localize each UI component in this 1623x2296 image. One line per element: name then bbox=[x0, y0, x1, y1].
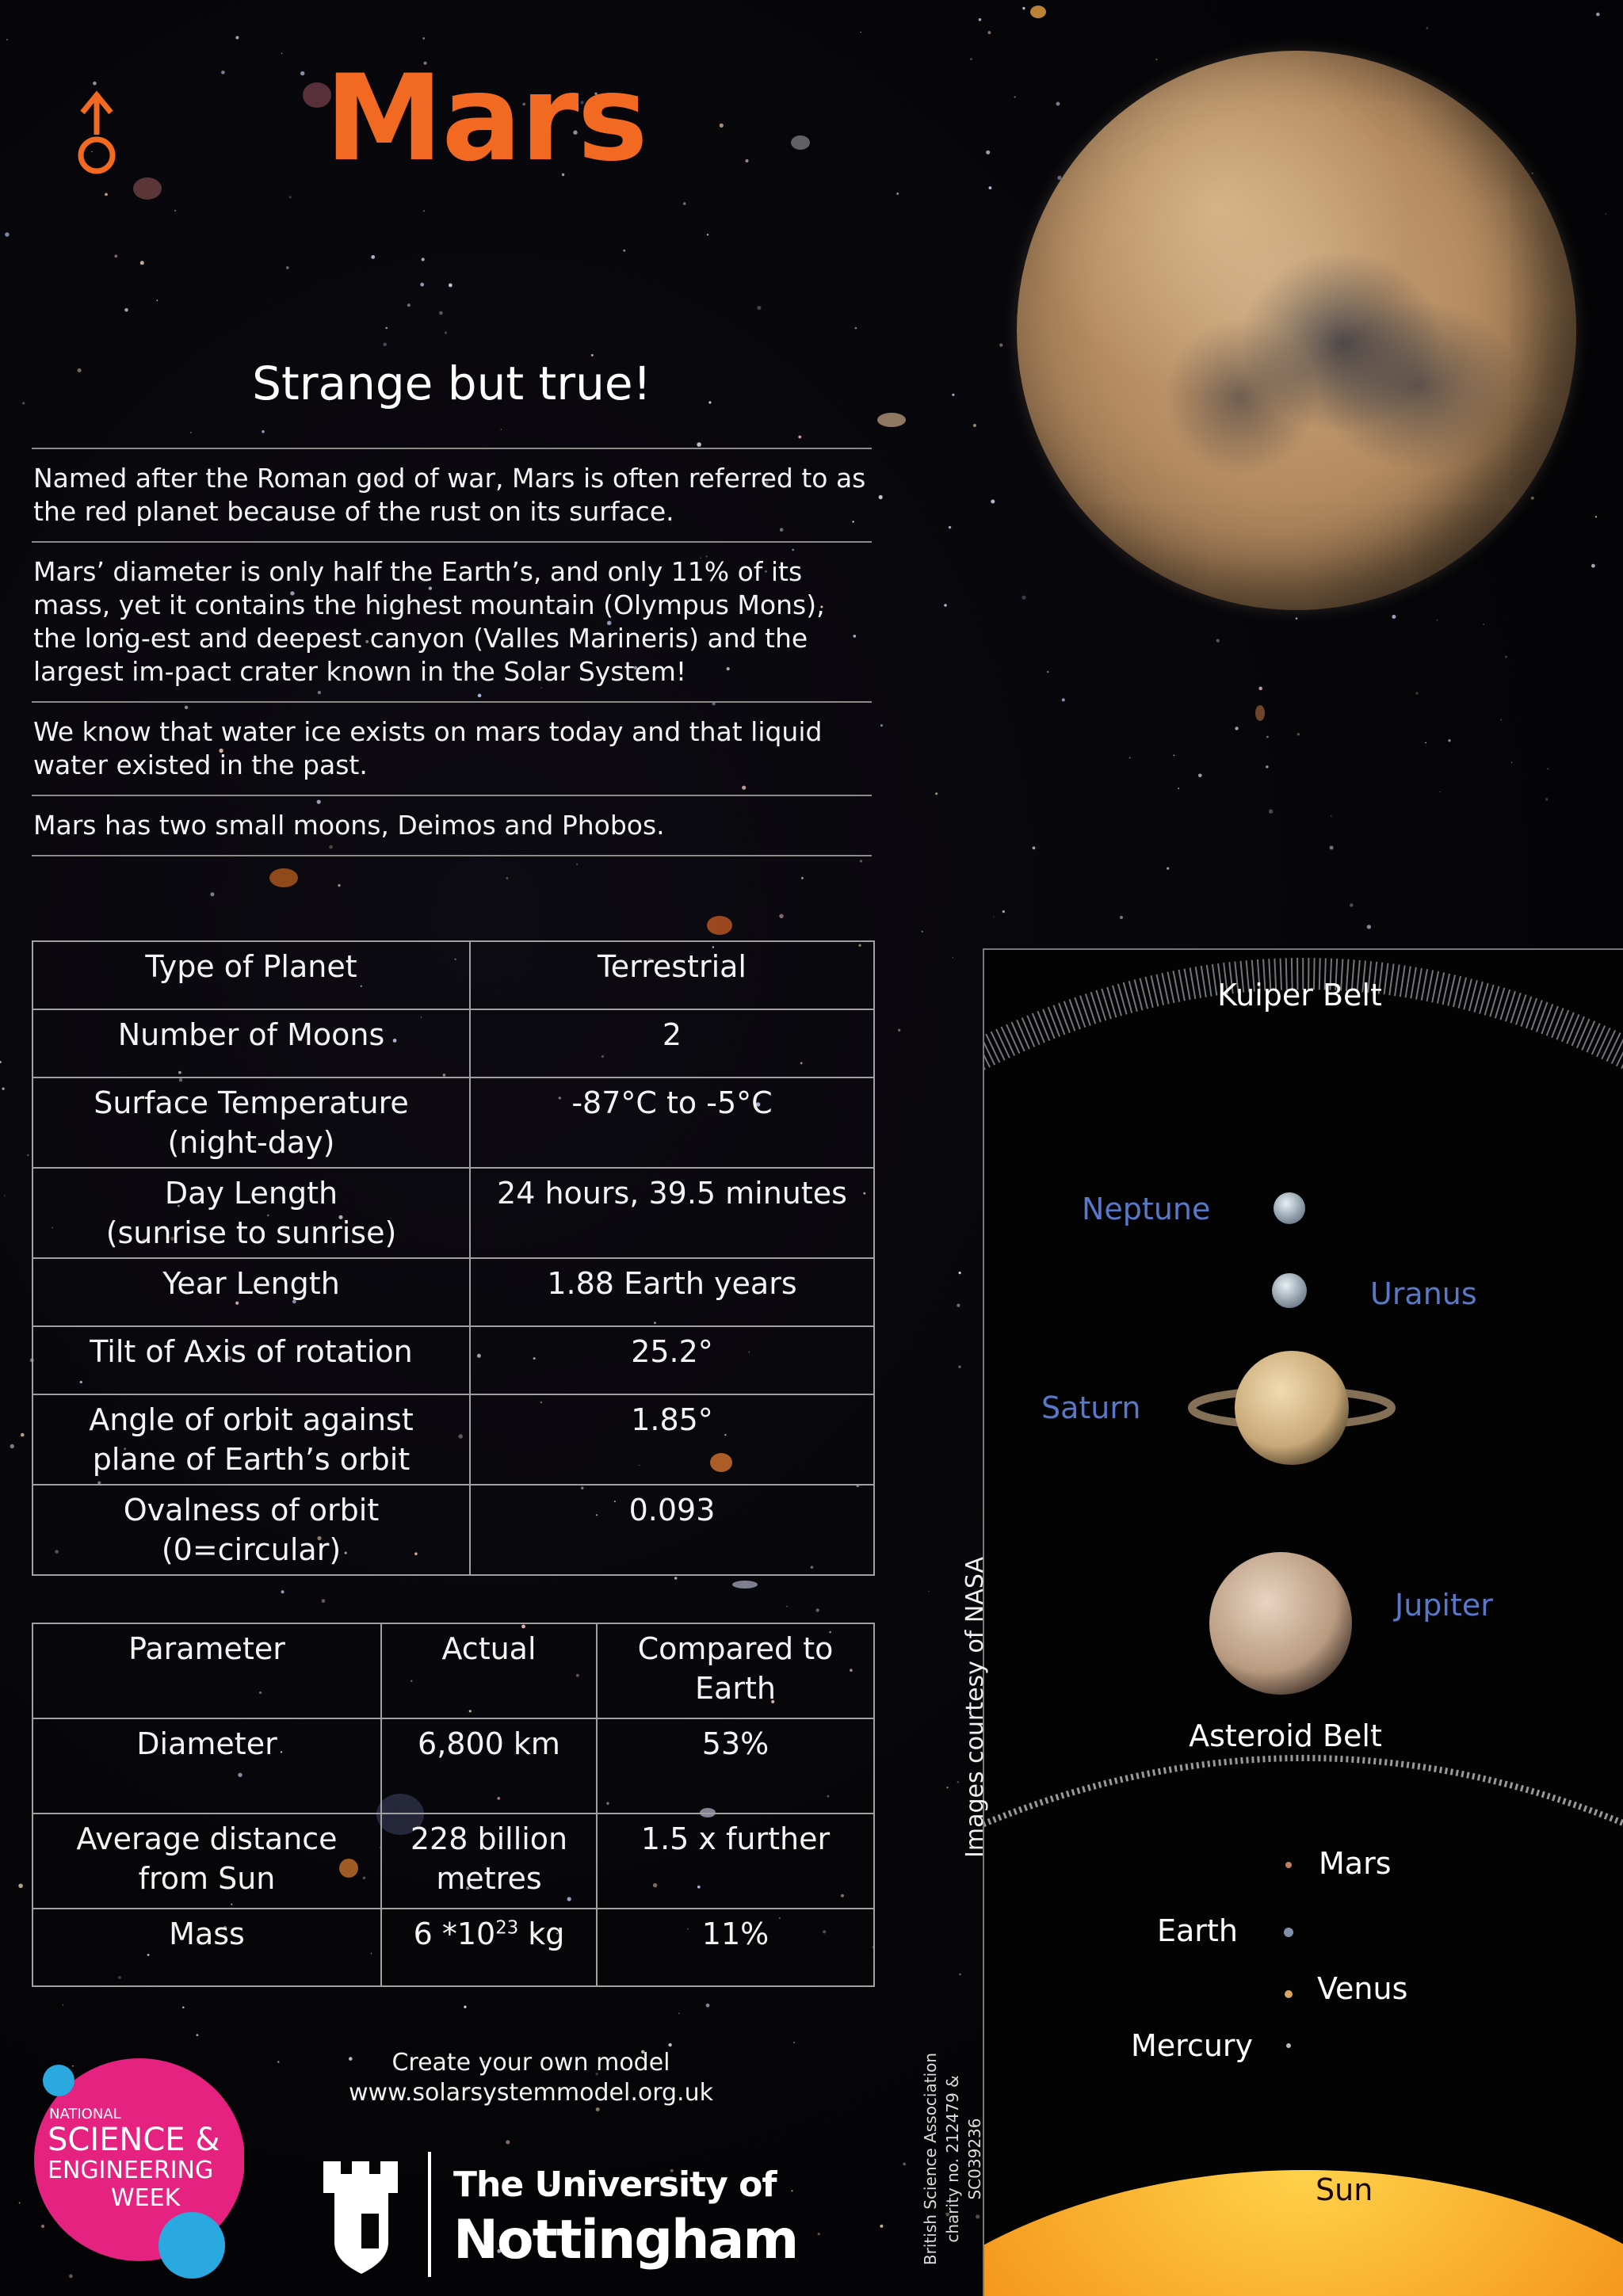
star bbox=[999, 343, 1002, 346]
star bbox=[1606, 213, 1607, 215]
star bbox=[1591, 564, 1595, 568]
star bbox=[1167, 868, 1169, 870]
star bbox=[423, 210, 425, 212]
star bbox=[683, 202, 686, 205]
star bbox=[1595, 516, 1597, 517]
solar-system-diagram bbox=[984, 950, 1623, 2296]
parameter-cell: Average distance from Sun bbox=[32, 1814, 381, 1909]
star bbox=[1062, 698, 1065, 701]
compared-cell: 11% bbox=[597, 1909, 874, 1986]
property-value: 24 hours, 39.5 minutes bbox=[470, 1168, 874, 1258]
sew-logo-line1: NATIONAL bbox=[49, 2106, 121, 2122]
parameter-cell: Diameter bbox=[32, 1718, 381, 1814]
star bbox=[174, 210, 176, 212]
property-label: Surface Temperature (night-day) bbox=[32, 1077, 470, 1168]
website-link[interactable]: www.solarsystemmodel.org.uk bbox=[349, 2079, 713, 2107]
star bbox=[1439, 791, 1440, 792]
star bbox=[114, 254, 117, 257]
star bbox=[801, 877, 804, 879]
star bbox=[286, 266, 289, 269]
property-value: 1.85° bbox=[470, 1394, 874, 1485]
venus-planet-dot bbox=[1285, 1990, 1293, 1998]
star bbox=[944, 604, 947, 607]
star bbox=[10, 1444, 14, 1448]
asteroid-belt-label: Asteroid Belt bbox=[1189, 1718, 1382, 1753]
call-to-action bbox=[317, 2048, 745, 2108]
science-engineering-week-logo bbox=[30, 2049, 244, 2286]
table-row bbox=[32, 1394, 874, 1485]
star bbox=[674, 1577, 678, 1580]
star bbox=[989, 186, 992, 189]
table-row bbox=[32, 1077, 874, 1168]
fact-moons: Mars has two small moons, Deimos and Phobos. bbox=[32, 795, 872, 856]
mercury-planet-dot bbox=[1286, 2043, 1291, 2048]
star bbox=[93, 82, 97, 86]
table-row bbox=[32, 1909, 874, 1986]
star bbox=[787, 1606, 788, 1607]
fact-list bbox=[32, 448, 872, 856]
star bbox=[1531, 497, 1534, 500]
star bbox=[407, 303, 411, 307]
star bbox=[707, 234, 708, 235]
star bbox=[1545, 798, 1548, 800]
star bbox=[156, 299, 158, 301]
table-row bbox=[32, 1485, 874, 1575]
star bbox=[506, 2140, 510, 2144]
star bbox=[668, 2043, 671, 2046]
star bbox=[19, 2203, 21, 2204]
star bbox=[105, 193, 108, 196]
star bbox=[928, 1591, 930, 1592]
star bbox=[1367, 925, 1371, 929]
star bbox=[1297, 733, 1300, 735]
star bbox=[420, 283, 424, 287]
star bbox=[1596, 13, 1600, 17]
star bbox=[439, 311, 443, 315]
property-label: Day Length (sunrise to sunrise) bbox=[32, 1168, 470, 1258]
star bbox=[1129, 757, 1131, 759]
star bbox=[757, 306, 761, 310]
star bbox=[1392, 615, 1396, 619]
property-label: Angle of orbit against plane of Earth’s orbit bbox=[32, 1394, 470, 1485]
star bbox=[979, 18, 982, 21]
star bbox=[281, 1590, 285, 1593]
neptune-label: Neptune bbox=[1082, 1192, 1211, 1226]
table-row bbox=[32, 1258, 874, 1326]
star bbox=[935, 792, 938, 795]
column-header-actual: Actual bbox=[381, 1623, 597, 1718]
star bbox=[1216, 639, 1220, 643]
star bbox=[1056, 102, 1060, 106]
star bbox=[792, 2190, 793, 2191]
star bbox=[779, 914, 783, 918]
star bbox=[322, 1599, 326, 1603]
charity-line-3: SC039236 bbox=[965, 2118, 984, 2200]
jupiter-planet bbox=[1209, 1552, 1352, 1695]
star bbox=[959, 1272, 961, 1274]
table-row bbox=[32, 1168, 874, 1258]
star bbox=[262, 430, 265, 433]
star bbox=[1266, 765, 1268, 768]
charity-line-1: British Science Association bbox=[921, 2052, 940, 2266]
star bbox=[1022, 7, 1025, 10]
solar-system-panel bbox=[983, 948, 1623, 2296]
mars-symbol-icon bbox=[71, 86, 127, 181]
property-value: 25.2° bbox=[470, 1326, 874, 1394]
star bbox=[1002, 910, 1005, 913]
star bbox=[371, 255, 375, 259]
property-value: 2 bbox=[470, 1009, 874, 1077]
neptune-planet bbox=[1274, 1192, 1305, 1224]
star bbox=[124, 308, 128, 312]
star bbox=[880, 724, 883, 727]
star bbox=[277, 2061, 279, 2062]
star bbox=[860, 860, 862, 862]
column-header-parameter: Parameter bbox=[32, 1623, 381, 1718]
star bbox=[21, 1433, 25, 1437]
star bbox=[1235, 727, 1238, 730]
star bbox=[383, 343, 387, 347]
star bbox=[922, 931, 923, 933]
property-value: 0.093 bbox=[470, 1485, 874, 1575]
star bbox=[422, 37, 425, 40]
star bbox=[6, 39, 8, 40]
sew-logo-line4: WEEK bbox=[111, 2184, 181, 2212]
table-row bbox=[32, 1326, 874, 1394]
star bbox=[970, 58, 972, 60]
star bbox=[182, 2006, 185, 2008]
planet-properties-table bbox=[32, 940, 875, 1576]
kuiper-belt-label: Kuiper Belt bbox=[1217, 978, 1382, 1013]
star bbox=[18, 1884, 23, 1889]
asteroid-belt-arc bbox=[984, 1758, 1623, 1837]
star bbox=[706, 2004, 710, 2008]
star bbox=[576, 864, 578, 865]
sew-logo-line2: SCIENCE & bbox=[48, 2122, 220, 2158]
star bbox=[987, 31, 991, 34]
star bbox=[957, 1304, 960, 1307]
star bbox=[2, 1088, 4, 1090]
star bbox=[501, 429, 502, 430]
star bbox=[1258, 687, 1262, 691]
fact-water: We know that water ice exists on mars today and that liquid water existed in the past. bbox=[32, 701, 872, 795]
star bbox=[5, 232, 10, 237]
mars-planet-image bbox=[1017, 51, 1576, 610]
mercury-label: Mercury bbox=[1131, 2028, 1254, 2063]
sew-logo-line3: ENGINEERING bbox=[48, 2157, 214, 2184]
property-value: 1.88 Earth years bbox=[470, 1258, 874, 1326]
saturn-label: Saturn bbox=[1041, 1390, 1141, 1425]
star bbox=[289, 196, 292, 199]
property-label: Tilt of Axis of rotation bbox=[32, 1326, 470, 1394]
strange-but-true-heading: Strange but true! bbox=[252, 357, 651, 410]
star bbox=[1033, 846, 1036, 849]
star bbox=[1014, 97, 1016, 98]
star bbox=[235, 36, 239, 40]
uranus-label: Uranus bbox=[1370, 1276, 1477, 1311]
property-label: Type of Planet bbox=[32, 941, 470, 1009]
star bbox=[1120, 916, 1123, 919]
uranus-planet bbox=[1272, 1273, 1307, 1308]
star bbox=[1330, 846, 1334, 850]
star bbox=[880, 2225, 883, 2228]
star bbox=[798, 436, 801, 439]
image-credit: Images courtesy of NASA bbox=[961, 1557, 989, 1858]
property-value: -87°C to -5°C bbox=[470, 1077, 874, 1168]
star bbox=[140, 261, 144, 265]
table-row bbox=[32, 941, 874, 1009]
mars-label: Mars bbox=[1319, 1846, 1392, 1881]
comparison-table bbox=[32, 1623, 875, 1987]
star bbox=[385, 327, 388, 330]
star bbox=[1269, 809, 1273, 813]
property-label: Year Length bbox=[32, 1258, 470, 1326]
star bbox=[986, 151, 990, 154]
jupiter-label: Jupiter bbox=[1395, 1588, 1493, 1623]
star bbox=[4, 1195, 6, 1196]
fact-roman-god: Named after the Roman god of war, Mars is often referred to as the red planet because of the rust on its surface. bbox=[32, 448, 872, 541]
star bbox=[27, 1154, 29, 1157]
star bbox=[879, 495, 883, 499]
star bbox=[338, 884, 340, 887]
star bbox=[1178, 788, 1179, 789]
star bbox=[1174, 755, 1175, 757]
star bbox=[1511, 762, 1512, 763]
star bbox=[973, 424, 976, 427]
earth-label: Earth bbox=[1157, 1913, 1238, 1948]
star bbox=[1448, 739, 1450, 742]
star bbox=[855, 327, 857, 330]
star bbox=[221, 71, 225, 74]
star bbox=[1198, 774, 1202, 778]
star bbox=[1426, 27, 1429, 29]
actual-cell: 6 $*10^{23}$ kg bbox=[381, 1909, 597, 1986]
star bbox=[506, 877, 508, 879]
star bbox=[1266, 736, 1269, 738]
star bbox=[952, 394, 954, 396]
star bbox=[745, 159, 748, 162]
star bbox=[464, 2006, 466, 2008]
fact-size-features: Mars’ diameter is only half the Earth’s, and only 11% of its mass, yet it contains the highest mountain (Olympus Mons), the long-est and deepest canyon (Valles Marineris) and the largest im-pact crater known in the Solar System! bbox=[32, 541, 872, 701]
castle-crest-icon bbox=[317, 2158, 414, 2277]
star bbox=[1415, 692, 1418, 694]
table-row bbox=[32, 1009, 874, 1077]
compared-cell: 53% bbox=[597, 1718, 874, 1814]
logo-divider bbox=[428, 2152, 431, 2277]
star bbox=[697, 442, 701, 447]
star bbox=[949, 526, 951, 528]
star bbox=[957, 1781, 959, 1783]
actual-cell: 6,800 km bbox=[381, 1718, 597, 1814]
university-of-nottingham-logo bbox=[317, 2147, 798, 2286]
charity-line-2: charity no. 212479 & bbox=[943, 2075, 962, 2243]
uon-line2: Nottingham bbox=[453, 2209, 798, 2271]
star bbox=[22, 402, 25, 404]
saturn-planet bbox=[1235, 1351, 1349, 1465]
property-label: Number of Moons bbox=[32, 1009, 470, 1077]
charity-notice bbox=[919, 2052, 986, 2266]
star bbox=[1505, 656, 1507, 658]
star bbox=[197, 2034, 199, 2036]
star bbox=[0, 1061, 2, 1063]
compared-cell: 1.5 x further bbox=[597, 1814, 874, 1909]
table-header-row bbox=[32, 1623, 874, 1718]
cta-text: Create your own model bbox=[391, 2049, 670, 2077]
table-row bbox=[32, 1718, 874, 1814]
column-header-compared: Compared to Earth bbox=[597, 1623, 874, 1718]
star bbox=[422, 257, 425, 261]
star bbox=[959, 1974, 961, 1976]
star bbox=[818, 2233, 820, 2235]
parameter-cell: Mass bbox=[32, 1909, 381, 1986]
star bbox=[678, 2013, 680, 2015]
star bbox=[1155, 59, 1157, 60]
star bbox=[210, 892, 214, 896]
star bbox=[947, 1787, 949, 1788]
star bbox=[816, 1608, 819, 1611]
star bbox=[445, 331, 447, 334]
star bbox=[896, 193, 899, 195]
actual-cell: 228 billion metres bbox=[381, 1814, 597, 1909]
earth-planet-dot bbox=[1284, 1928, 1293, 1937]
star bbox=[903, 2163, 906, 2166]
star bbox=[1500, 719, 1502, 721]
star bbox=[1350, 903, 1354, 907]
star bbox=[1296, 617, 1298, 620]
mars-planet-dot bbox=[1285, 1862, 1292, 1868]
star bbox=[898, 1029, 900, 1032]
venus-label: Venus bbox=[1317, 1971, 1408, 2006]
table-row bbox=[32, 1814, 874, 1909]
star bbox=[623, 250, 625, 252]
star bbox=[1532, 173, 1533, 174]
page-title: Mars bbox=[325, 50, 647, 188]
star bbox=[793, 2042, 795, 2043]
star bbox=[1047, 671, 1048, 673]
star bbox=[190, 432, 192, 433]
star bbox=[991, 500, 995, 504]
star bbox=[1483, 624, 1484, 625]
uon-line1: The University of bbox=[453, 2164, 777, 2205]
star bbox=[1022, 596, 1025, 600]
sun-label: Sun bbox=[1316, 2172, 1373, 2207]
property-value: Terrestrial bbox=[470, 941, 874, 1009]
star bbox=[720, 124, 724, 128]
star bbox=[300, 71, 304, 75]
star bbox=[449, 284, 453, 288]
property-label: Ovalness of orbit (0=circular) bbox=[32, 1485, 470, 1575]
star bbox=[281, 53, 282, 54]
star bbox=[958, 1366, 960, 1368]
star bbox=[1425, 742, 1426, 744]
